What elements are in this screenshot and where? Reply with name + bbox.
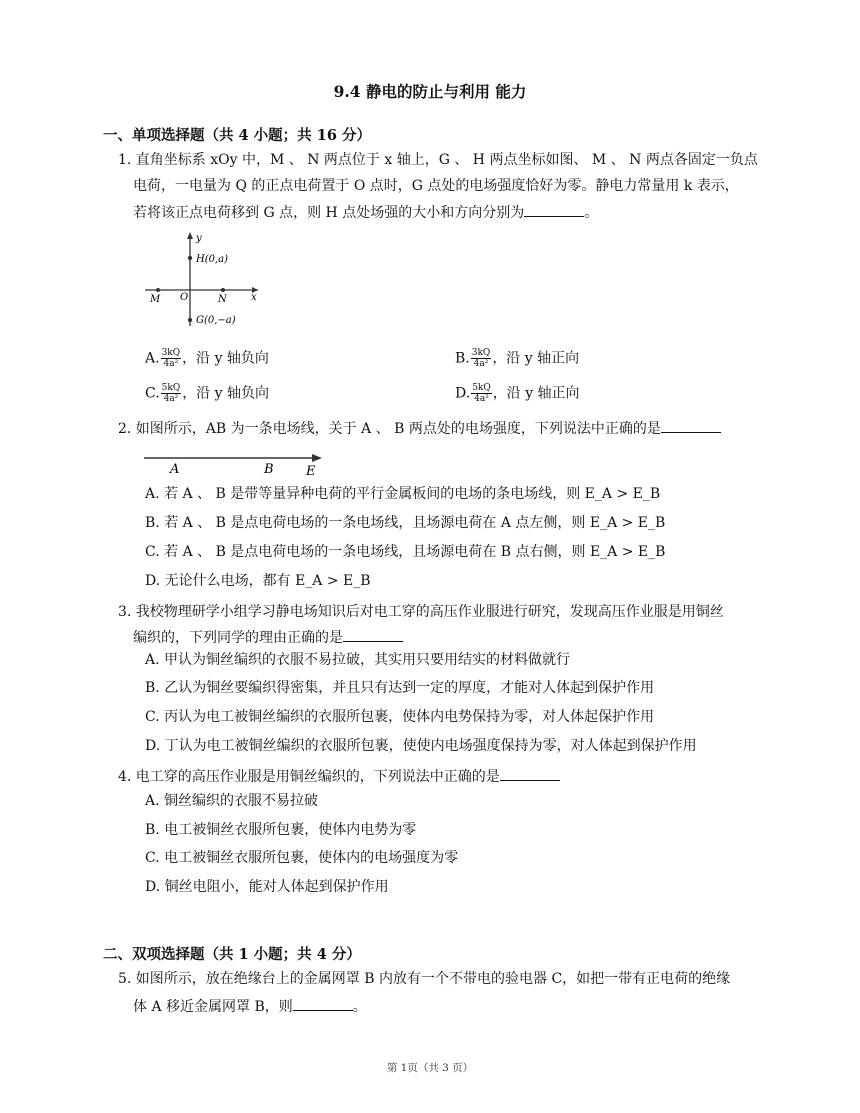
- answer-blank: [661, 418, 721, 433]
- q3-option-b[interactable]: B. 乙认为铜丝要编织得密集，并且只有达到一定的厚度，才能对人体起到保护作用: [145, 680, 655, 696]
- q1-end: 。: [584, 205, 599, 221]
- section-heading-single-choice: 一、单项选择题（共 4 小题；共 16 分）: [103, 127, 371, 144]
- fraction-denominator: 4a²: [163, 359, 179, 369]
- q2-line: [118, 418, 721, 439]
- fraction-denominator: 4a²: [473, 359, 489, 369]
- fraction-numerator: 3kQ: [161, 348, 181, 358]
- fig-n-label: N: [218, 294, 227, 305]
- q4-option-c[interactable]: C. 电工被铜丝衣服所包裹，使体内的电场强度为零: [145, 850, 459, 866]
- q2-option-b[interactable]: B. 若 A 、 B 是点电荷电场的一条电场线，且场源电荷在 A 点左侧，则 E_A > E_B: [145, 515, 666, 531]
- fraction: [161, 348, 182, 369]
- option-label: A.: [145, 350, 160, 367]
- fig-o-label: O: [180, 292, 189, 303]
- fig-h-label: H(0,a): [196, 254, 229, 265]
- option-label: D.: [455, 385, 471, 402]
- fig-e-label: E: [306, 464, 316, 478]
- q2-field-line-figure: [140, 448, 330, 478]
- q1-option-b[interactable]: [455, 348, 579, 369]
- page-title: 9.4 静电的防止与利用 能力: [333, 82, 527, 101]
- q4-line-text: 4. 电工穿的高压作业服是用铜丝编织的，下列说法中正确的是: [118, 769, 500, 785]
- q4-line: [118, 766, 560, 787]
- section-heading-double-choice: 二、双项选择题（共 1 小题；共 4 分）: [103, 946, 361, 963]
- q3-line-2: [133, 627, 403, 648]
- q1-line-3: [133, 202, 598, 223]
- q3-option-a[interactable]: A. 甲认为铜丝编织的衣服不易拉破，其实用只要用结实的材料做就行: [145, 652, 571, 668]
- fig-a-label: A: [170, 462, 180, 477]
- q5-line-2: [133, 996, 367, 1017]
- q4-option-d[interactable]: D. 铜丝电阻小，能对人体起到保护作用: [145, 879, 389, 895]
- q1-line-1: 1. 直角坐标系 xOy 中，M 、 N 两点位于 x 轴上，G 、 H 两点坐标如图、 M 、 N 两点各固定一负点: [118, 152, 758, 168]
- answer-blank: [500, 766, 560, 781]
- option-label: B.: [455, 350, 470, 367]
- q2-option-a[interactable]: A. 若 A 、 B 是带等量异种电荷的平行金属板间的电场的条电场线，则 E_A > E_B: [145, 486, 661, 502]
- q4-option-b[interactable]: B. 电工被铜丝衣服所包裹，使体内电势为零: [145, 822, 417, 838]
- q5-line-2-text: 体 A 移近金属网罩 B，则: [133, 999, 293, 1015]
- q3-line-1: 3. 我校物理研学小组学习静电场知识后对电工穿的高压作业服进行研究，发现高压作业服是用铜丝: [118, 604, 724, 620]
- q3-option-c[interactable]: C. 丙认为电工被铜丝编织的衣服所包裹，使体内电势保持为零，对人体起保护作用: [145, 709, 655, 725]
- q1-option-d[interactable]: [455, 383, 580, 404]
- fig-g-label: G(0,−a): [196, 315, 236, 326]
- fraction-denominator: 4a²: [163, 394, 179, 404]
- q4-option-a[interactable]: A. 铜丝编织的衣服不易拉破: [145, 793, 319, 809]
- fraction: [471, 383, 492, 404]
- fig-m-label: M: [150, 294, 161, 305]
- answer-blank: [293, 996, 353, 1011]
- fraction-denominator: 4a²: [474, 394, 489, 404]
- q5-line-1: 5. 如图所示，放在绝缘台上的金属网罩 B 内放有一个不带电的验电器 C，如把一带有正电荷的绝缘: [118, 971, 731, 987]
- option-text: ，沿 y 轴负向: [182, 385, 270, 402]
- q3-option-d[interactable]: D. 丁认为电工被铜丝编织的衣服所包裹，使使内电场强度保持为零，对人体起到保护作用: [145, 738, 697, 754]
- page-footer: 第 1页（共 3 页）: [386, 1062, 474, 1074]
- fraction: [161, 383, 182, 404]
- q2-line-text: 2. 如图所示，AB 为一条电场线，关于 A 、 B 两点处的电场强度，下列说法中正确的是: [118, 421, 661, 437]
- option-text: ，沿 y 轴负向: [182, 350, 269, 367]
- fig-x-label: x: [251, 292, 257, 303]
- q1-coordinate-figure: [140, 228, 265, 330]
- option-text: ，沿 y 轴正向: [492, 350, 580, 367]
- q1-line-2: 电荷，一电量为 Q 的正点电荷置于 O 点时，G 点处的电场强度恰好为零。静电力常量用 k 表示，: [133, 178, 739, 194]
- q1-option-c[interactable]: [145, 383, 269, 404]
- option-label: C.: [145, 385, 160, 402]
- option-text: ，沿 y 轴正向: [492, 385, 580, 402]
- fraction-numerator: 3kQ: [471, 348, 491, 358]
- q1-line-3-text: 若将该正点电荷移到 G 点，则 H 点处场强的大小和方向分别为: [133, 205, 525, 221]
- answer-blank: [343, 627, 403, 642]
- q2-option-c[interactable]: C. 若 A 、 B 是点电荷电场的一条电场线，且场源电荷在 B 点右侧，则 E_A > E_B: [145, 544, 666, 560]
- q5-end: 。: [352, 999, 367, 1015]
- fig-y-label: y: [196, 233, 202, 244]
- answer-blank: [524, 202, 584, 217]
- fraction-numerator: 5kQ: [161, 383, 181, 393]
- fig-b-label: B: [264, 462, 274, 477]
- q2-option-d[interactable]: D. 无论什么电场，都有 E_A > E_B: [145, 573, 371, 589]
- q1-option-a[interactable]: [145, 348, 269, 369]
- fraction-numerator: 5kQ: [472, 383, 491, 393]
- fraction: [471, 348, 492, 369]
- q3-line-2-text: 编织的，下列同学的理由正确的是: [133, 630, 343, 646]
